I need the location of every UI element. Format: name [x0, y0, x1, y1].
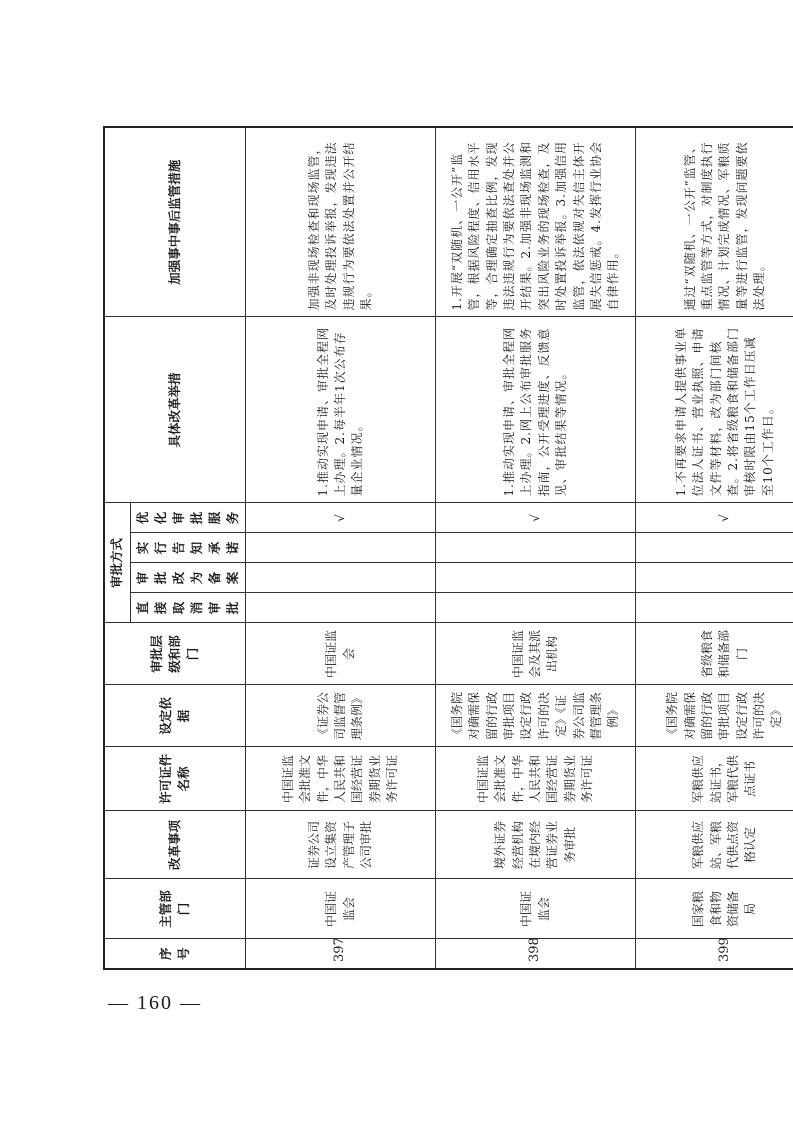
row-license: 中国证监会批准文件，中华人民共和国经营证券期货业务许可证: [436, 747, 636, 811]
row-basis: 《证券公司监督管理条例》: [246, 685, 436, 747]
header-mode-promise: 实行告知承诺: [130, 533, 246, 563]
header-mode-cancel: 直接取消审批: [130, 593, 246, 623]
row-mode-optimize-check: √: [246, 503, 436, 533]
row-basis: 《国务院对确需保留的行政审批项目设定行政许可的决定》《证券公司监督管理条例》: [436, 685, 636, 747]
row-mode-promise: [636, 533, 793, 563]
row-level: 省级粮食和储备部门: [636, 623, 793, 685]
header-level: 审批层级和部门: [104, 623, 246, 685]
header-basis: 设定依据: [104, 685, 246, 747]
header-mode-record: 审批改为备案: [130, 563, 246, 593]
row-dept: 中国证监会: [436, 879, 636, 939]
table-row: [436, 127, 636, 969]
approval-reform-table: [103, 126, 793, 970]
header-seq: 序号: [104, 939, 246, 969]
row-basis: 《国务院对确需保留的行政审批项目设定行政许可的决定》: [636, 685, 793, 747]
row-mode-cancel: [636, 593, 793, 623]
row-item: 证券公司设立集资产管理子公司审批: [246, 811, 436, 879]
table-row: [636, 127, 793, 969]
row-dept: 中国证监会: [246, 879, 436, 939]
table-row: [246, 127, 436, 969]
row-mode-record: [636, 563, 793, 593]
row-mode-cancel: [436, 593, 636, 623]
row-mode-cancel: [246, 593, 436, 623]
row-supervision: 加强非现场检查和现场监管，及时处理投诉举报，发现违法违规行为要依法处置并公开结果。: [246, 127, 436, 317]
row-level: 中国证监会及其派出机构: [436, 623, 636, 685]
row-mode-promise: [246, 533, 436, 563]
header-license: 许可证件名称: [104, 747, 246, 811]
header-dept: 主管部门: [104, 879, 246, 939]
row-license: 中国证监会批准文件，中华人民共和国经营证券期货业务许可证: [246, 747, 436, 811]
row-mode-optimize-check: √: [436, 503, 636, 533]
header-row: [104, 127, 130, 969]
row-mode-optimize-check: √: [636, 503, 793, 533]
row-measures: 1.推动实现申请、审批全程网上办理。2.每半年1次公布存量企业情况。: [246, 317, 436, 503]
row-measures: 1.推动实现申请、审批全程网上办理。2.网上公布审批服务指南，公开受理进度、反馈意见、审批结果等情况。: [436, 317, 636, 503]
row-supervision: 通过“双随机、一公开”监管、重点监管等方式，对制度执行情况、计划完成情况、军粮质量等进行监管，发现问题要依法处理。: [636, 127, 793, 317]
approval-table-rotated: [103, 128, 784, 970]
row-mode-record: [246, 563, 436, 593]
header-measures: 具体改革举措: [104, 317, 246, 503]
row-item: 境外证券经营机构在境内经营证券业务审批: [436, 811, 636, 879]
page-number: — 160 —: [108, 992, 202, 1014]
header-supervision: 加强事中事后监管措施: [104, 127, 246, 317]
row-mode-promise: [436, 533, 636, 563]
row-mode-record: [436, 563, 636, 593]
row-seq: 399: [636, 939, 793, 969]
row-seq: 397: [246, 939, 436, 969]
row-dept: 国家粮食和物资储备局: [636, 879, 793, 939]
header-item: 改革事项: [104, 811, 246, 879]
row-measures: 1.不再要求申请人提供事业单位法人证书、营业执照、申请文件等材料，改为部门间核查。2.将省级粮食和储备部门审核时限由15个工作日压减至10个工作日。: [636, 317, 793, 503]
row-supervision: 1.开展“双随机、一公开”监管，根据风险程度、信用水平等，合理确定抽查比例，发现违法违规行为要依法查处并公开结果。2.加强非现场监测和突出风险业务的现场检查，及时处置投诉举报。3.加强信用监管，依法依规对失信主体开展失信惩戒。4.发挥行业协会自律作用。: [436, 127, 636, 317]
row-seq: 398: [436, 939, 636, 969]
header-approval-mode: 审批方式: [104, 503, 130, 623]
row-level: 中国证监会: [246, 623, 436, 685]
row-license: 军粮供应站证书，军粮代供点证书: [636, 747, 793, 811]
header-mode-optimize: 优化审批服务: [130, 503, 246, 533]
row-item: 军粮供应站、军粮代供点资格认定: [636, 811, 793, 879]
